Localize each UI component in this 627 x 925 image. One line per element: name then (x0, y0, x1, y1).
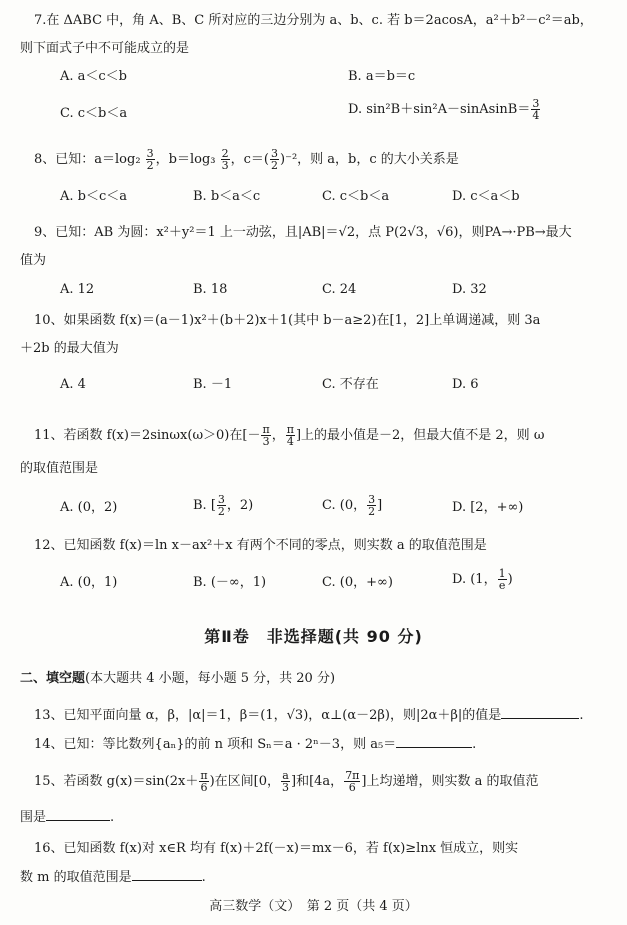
q10-option-a: A. 4 (60, 377, 86, 392)
q11-stem-line1: 11、若函数 f(x)＝2sinωx(ω＞0)在[－ $\frac{\pi}{3}$ ， $\frac{\pi}{4}$ ]上的最小值是－2，但最大值不是 2，则 ω (34, 423, 545, 448)
q11-option-d: D. [2，+∞) (452, 500, 524, 515)
q12-option-d: D. (1， $\frac{1}{e}$ ) (452, 567, 513, 592)
q7-option-d-text: D. sin²B＋sin²A－sinAsinB＝ (348, 102, 531, 117)
q11-option-c: C. (0， $\frac{3}{2}$ ] (322, 493, 383, 518)
q10-option-d: D. 6 (452, 377, 479, 392)
q7-stem-line1: 7.在 ΔABC 中，角 A、B、C 所对应的三边分别为 a、b、c. 若 b＝2acosA，a²＋b²－c²＝ab， (34, 13, 593, 28)
q8-option-d: D. c＜a＜b (452, 189, 520, 204)
q8-stem: 8、已知：a＝log₂ $\frac{3}{2}$ ，b＝log₃ $\frac{2}{3}$ ，c＝( $\frac{3}{2}$ )⁻²，则 a，b，c 的大小关系是 (34, 147, 459, 172)
q7-option-a: A. a＜c＜b (60, 69, 128, 84)
q8-option-a: A. b＜c＜a (60, 189, 128, 204)
q15-stem-line2: 围是 . (20, 806, 114, 827)
q9-option-a: A. 12 (60, 282, 95, 297)
q14-stem: 14、已知：等比数列{aₙ}的前 n 项和 Sₙ＝a · 2ⁿ－3，则 a₅＝ . (34, 733, 476, 754)
q7-option-b: B. a＝b＝c (348, 69, 416, 84)
q7-option-d-fraction: $\frac{3}{4}$ (532, 97, 540, 122)
page-footer: 高三数学（文） 第 2 页（共 4 页） (209, 899, 418, 914)
q10-option-b: B. －1 (193, 377, 233, 392)
q14-answer-blank[interactable] (396, 733, 472, 748)
q11-option-a: A. (0，2) (60, 500, 118, 515)
q12-option-a: A. (0，1) (60, 575, 118, 590)
q9-option-c: C. 24 (322, 282, 357, 297)
q12-option-c: C. (0，+∞) (322, 575, 393, 590)
q16-answer-blank[interactable] (132, 866, 202, 881)
q11-option-b: B. [ $\frac{3}{2}$ ，2) (193, 493, 254, 518)
q12-stem: 12、已知函数 f(x)＝ln x－ax²＋x 有两个不同的零点，则实数 a 的取值范围是 (34, 538, 487, 553)
q8-option-b: B. b＜a＜c (193, 189, 261, 204)
q8-option-c: C. c＜b＜a (322, 189, 390, 204)
q10-stem-line1: 10、如果函数 f(x)＝(a－1)x²＋(b＋2)x＋1(其中 b－a≥2)在[1，2]上单调递减，则 3a (34, 313, 541, 328)
q13-answer-blank[interactable] (501, 704, 579, 719)
q13-stem: 13、已知平面向量 α，β，|α|＝1，β＝(1，√3)，α⊥(α－2β)，则|2α＋β|的值是 . (34, 704, 583, 725)
q7-stem-line2: 则下面式子中不可能成立的是 (20, 41, 190, 56)
fill-in-heading-label: 二、填空题 (20, 671, 86, 686)
q9-option-b: B. 18 (193, 282, 228, 297)
q16-stem-line2: 数 m 的取值范围是 . (20, 866, 206, 887)
q9-stem-line2: 值为 (20, 253, 47, 268)
q16-stem-line1: 16、已知函数 f(x)对 x∈R 均有 f(x)＋2f(－x)＝mx－6，若 f(x)≥lnx 恒成立，则实 (34, 841, 519, 856)
q10-stem-line2: ＋2b 的最大值为 (20, 341, 119, 356)
q15-stem-line1: 15、若函数 g(x)＝sin(2x＋ $\frac{\pi}{6}$ )在区间[0， $\frac{a}{3}$ ]和[4a， $\frac{7\pi}{6}$ ]上均递增，则实数 a 的取值范 (34, 769, 539, 794)
q12-option-b: B. (－∞，1) (193, 575, 267, 590)
q10-option-c: C. 不存在 (322, 377, 379, 392)
fill-in-heading (20, 670, 335, 688)
q9-option-d: D. 32 (452, 282, 487, 297)
q9-stem-line1: 9、已知：AB 为圆：x²＋y²＝1 上一动弦，且|AB|＝√2，点 P(2√3，√6)，则PA→·PB→最大 (34, 225, 572, 240)
section-title: 第Ⅱ卷 非选择题(共 90 分) (204, 627, 423, 646)
q15-answer-blank[interactable] (46, 806, 110, 821)
q7-option-d (348, 98, 541, 121)
q11-stem-line2: 的取值范围是 (20, 461, 99, 476)
fill-in-heading-note: (本大题共 4 小题，每小题 5 分，共 20 分) (85, 671, 336, 686)
q7-option-c: C. c＜b＜a (60, 106, 128, 121)
